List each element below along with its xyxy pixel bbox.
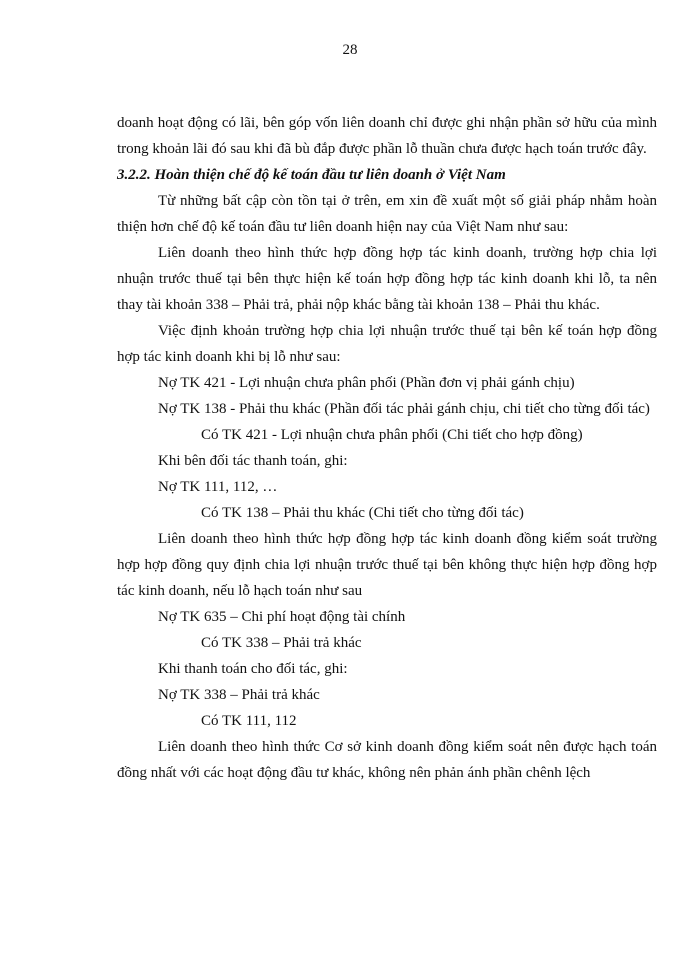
entry-credit-138: Có TK 138 – Phải thu khác (Chi tiết cho từng đối tác)	[201, 505, 524, 521]
entry-credit-111-112: Có TK 111, 112	[201, 713, 297, 729]
entry-payment-to-partner: Khi thanh toán cho đối tác, ghi:	[158, 661, 348, 677]
entry-debit-421: Nợ TK 421 - Lợi nhuận chưa phân phối (Phần đơn vị phải gánh chịu)	[158, 375, 575, 391]
section-heading: 3.2.2. Hoàn thiện chế độ kế toán đầu tư liên doanh ở Việt Nam	[117, 167, 506, 183]
entry-partner-payment: Khi bên đối tác thanh toán, ghi:	[158, 453, 348, 469]
entry-credit-421: Có TK 421 - Lợi nhuận chưa phân phối (Chi tiết cho hợp đồng)	[201, 427, 583, 443]
paragraph-contract-case: Liên doanh theo hình thức hợp đồng hợp tác kinh doanh, trường hợp chia lợi nhuận trước thuế tại bên thực hiện kế toán hợp đồng hợp tác kinh doanh khi lỗ, ta nên thay tài khoản 338 – Phải trả, phải nộp khác bằng tài khoản 138 – Phải thu khác.	[117, 245, 657, 313]
paragraph-entry-intro: Việc định khoản trường hợp chia lợi nhuận trước thuế tại bên kế toán hợp đồng hợp tác kinh doanh khi bị lỗ như sau:	[117, 323, 657, 365]
entry-debit-111-112: Nợ TK 111, 112, …	[158, 479, 278, 495]
paragraph-joint-business: Liên doanh theo hình thức Cơ sở kinh doanh đồng kiểm soát nên được hạch toán đồng nhất với các hoạt động đầu tư khác, không nên phản ánh phần chênh lệch	[117, 739, 657, 781]
page-number: 28	[342, 42, 358, 58]
document-body	[117, 110, 657, 786]
entry-debit-338: Nợ TK 338 – Phải trả khác	[158, 687, 320, 703]
entry-credit-338: Có TK 338 – Phải trả khác	[201, 635, 362, 651]
entry-debit-138: Nợ TK 138 - Phải thu khác (Phần đối tác phải gánh chịu, chi tiết cho từng đối tác)	[158, 401, 650, 417]
paragraph-continuation: doanh hoạt động có lãi, bên góp vốn liên doanh chỉ được ghi nhận phần sở hữu của mình trong khoản lãi đó sau khi đã bù đắp được phần lỗ thuần chưa được hạch toán trước đây.	[117, 115, 657, 157]
entry-debit-635: Nợ TK 635 – Chi phí hoạt động tài chính	[158, 609, 406, 625]
paragraph-intro: Từ những bất cập còn tồn tại ở trên, em xin đề xuất một số giải pháp nhằm hoàn thiện hơn chế độ kế toán đầu tư liên doanh hiện nay của Việt Nam như sau:	[117, 193, 657, 235]
paragraph-joint-control-case: Liên doanh theo hình thức hợp đồng hợp tác kinh doanh đồng kiểm soát trường hợp hợp đồng quy định chia lợi nhuận trước thuế tại bên không thực hiện hợp đồng hợp tác kinh doanh, nếu lỗ hạch toán như sau	[117, 531, 657, 599]
